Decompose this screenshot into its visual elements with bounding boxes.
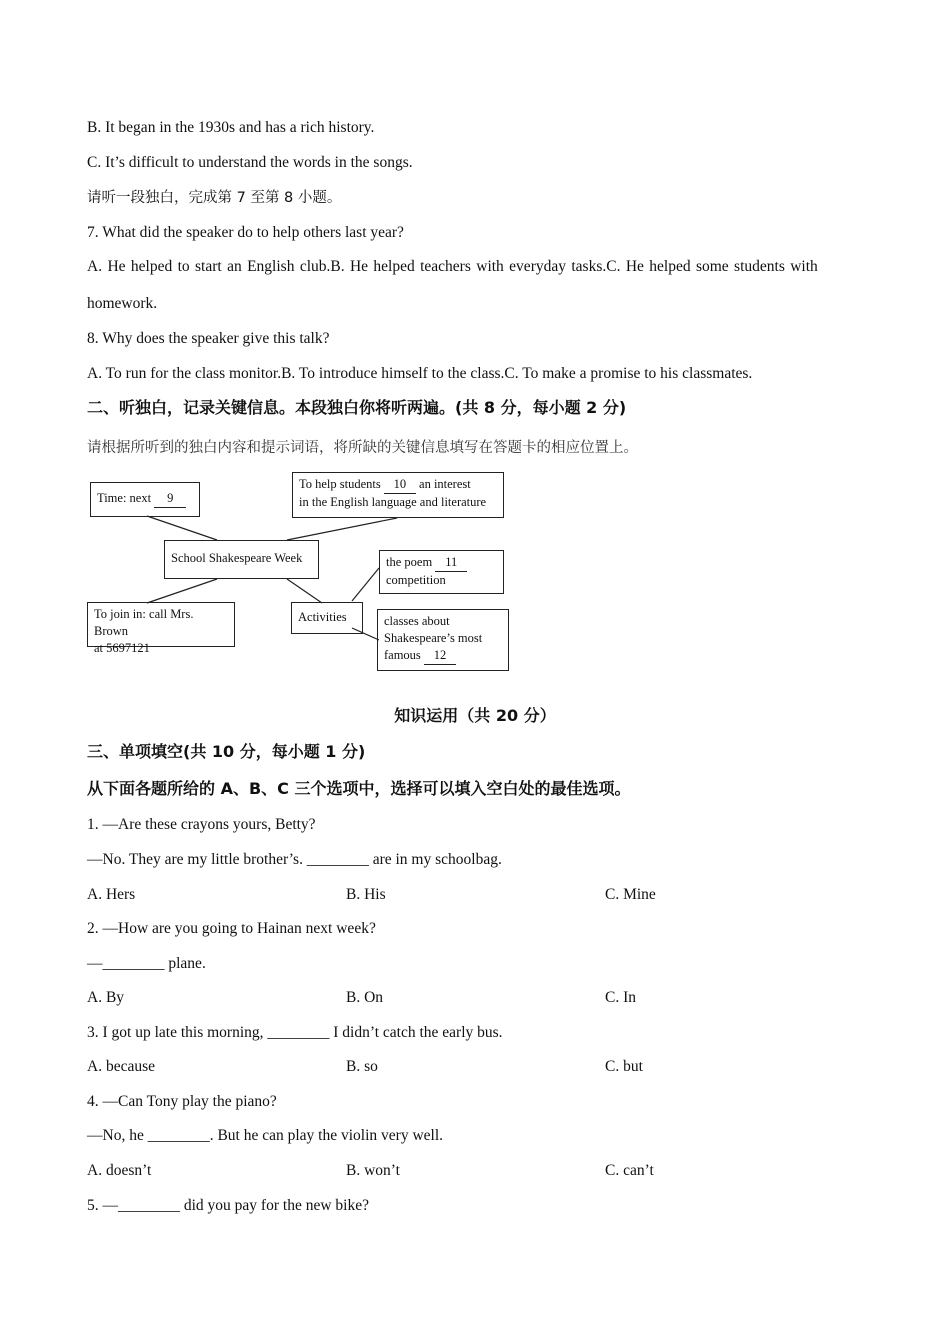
q3-option-a: A. because bbox=[87, 1058, 155, 1075]
time-blank: 9 bbox=[154, 490, 186, 508]
q2-line1: 2. —How are you going to Hainan next week? bbox=[87, 920, 376, 937]
poem-text: the poem bbox=[386, 555, 433, 569]
join-box bbox=[87, 602, 235, 655]
center-topic-box bbox=[164, 540, 319, 579]
section2-instruction: 请根据所听到的独白内容和提示词语，将所缺的关键信息填写在答题卡的相应位置上。 bbox=[87, 440, 638, 456]
q6-option-b: B. It began in the 1930s and has a rich history. bbox=[87, 119, 375, 136]
part-title: 知识运用（共 20 分） bbox=[394, 706, 556, 725]
section3-instruction: 从下面各题所给的 A、B、C 三个选项中，选择可以填入空白处的最佳选项。 bbox=[87, 779, 631, 798]
q4-option-c: C. can’t bbox=[605, 1162, 654, 1179]
purpose-text-end: an interest bbox=[419, 477, 471, 491]
q4-line1: 4. —Can Tony play the piano? bbox=[87, 1093, 277, 1110]
classes-text-line1: classes about bbox=[384, 614, 450, 628]
purpose-text-start: To help students bbox=[299, 477, 381, 491]
q8-question: 8. Why does the speaker give this talk? bbox=[87, 330, 330, 347]
q7-options: A. He helped to start an English club.B. He helped teachers with everyday tasks.C. He helped some students with bbox=[87, 258, 818, 275]
q7-options-cont: homework. bbox=[87, 295, 158, 312]
section2-title: 二、听独白，记录关键信息。本段独白你将听两遍。(共 8 分，每小题 2 分) bbox=[87, 398, 627, 417]
q4-line2: —No, he ________. But he can play the violin very well. bbox=[87, 1127, 444, 1144]
time-label: Time: next bbox=[97, 491, 152, 505]
q5-line1: 5. —________ did you pay for the new bike? bbox=[87, 1197, 369, 1214]
classes-text-line3: famous bbox=[384, 648, 421, 662]
classes-box bbox=[377, 609, 509, 671]
activities-box bbox=[291, 602, 363, 634]
purpose-blank: 10 bbox=[384, 476, 416, 494]
poem-box bbox=[379, 550, 504, 594]
q6-option-c: C. It’s difficult to understand the words in the songs. bbox=[87, 154, 413, 171]
center-topic: School Shakespeare Week bbox=[171, 551, 303, 565]
q7-question: 7. What did the speaker do to help others last year? bbox=[87, 224, 404, 241]
q2-option-b: B. On bbox=[346, 989, 384, 1006]
classes-text-line2: Shakespeare’s most bbox=[384, 631, 483, 645]
q1-line2: —No. They are my little brother’s. ________ are in my schoolbag. bbox=[87, 851, 502, 868]
q2-line2: —________ plane. bbox=[87, 955, 206, 972]
join-text-line1: To join in: call Mrs. Brown bbox=[94, 607, 194, 638]
classes-blank: 12 bbox=[424, 647, 456, 665]
q3-line1: 3. I got up late this morning, ________ I didn’t catch the early bus. bbox=[87, 1024, 503, 1041]
q4-option-a: A. doesn’t bbox=[87, 1162, 152, 1179]
mind-map-diagram bbox=[87, 468, 512, 678]
q2-option-c: C. In bbox=[605, 989, 636, 1006]
poem-text-line2: competition bbox=[386, 573, 446, 587]
activities-label: Activities bbox=[298, 610, 347, 624]
q2-option-a: A. By bbox=[87, 989, 125, 1006]
instruction-7-8: 请听一段独白，完成第 7 至第 8 小题。 bbox=[87, 190, 342, 206]
purpose-box bbox=[292, 472, 504, 518]
time-box bbox=[90, 482, 200, 517]
q1-option-b: B. His bbox=[346, 886, 386, 903]
q1-option-a: A. Hers bbox=[87, 886, 136, 903]
q8-options: A. To run for the class monitor.B. To introduce himself to the class.C. To make a promise to his classmates. bbox=[87, 365, 753, 382]
q3-option-c: C. but bbox=[605, 1058, 643, 1075]
q3-option-b: B. so bbox=[346, 1058, 378, 1075]
q1-option-c: C. Mine bbox=[605, 886, 656, 903]
section3-title: 三、单项填空(共 10 分，每小题 1 分) bbox=[87, 742, 366, 761]
q1-line1: 1. —Are these crayons yours, Betty? bbox=[87, 816, 316, 833]
join-text-line2: at 5697121 bbox=[94, 641, 150, 655]
purpose-text-line2: in the English language and literature bbox=[299, 495, 487, 509]
poem-blank: 11 bbox=[435, 554, 467, 572]
q4-option-b: B. won’t bbox=[346, 1162, 400, 1179]
